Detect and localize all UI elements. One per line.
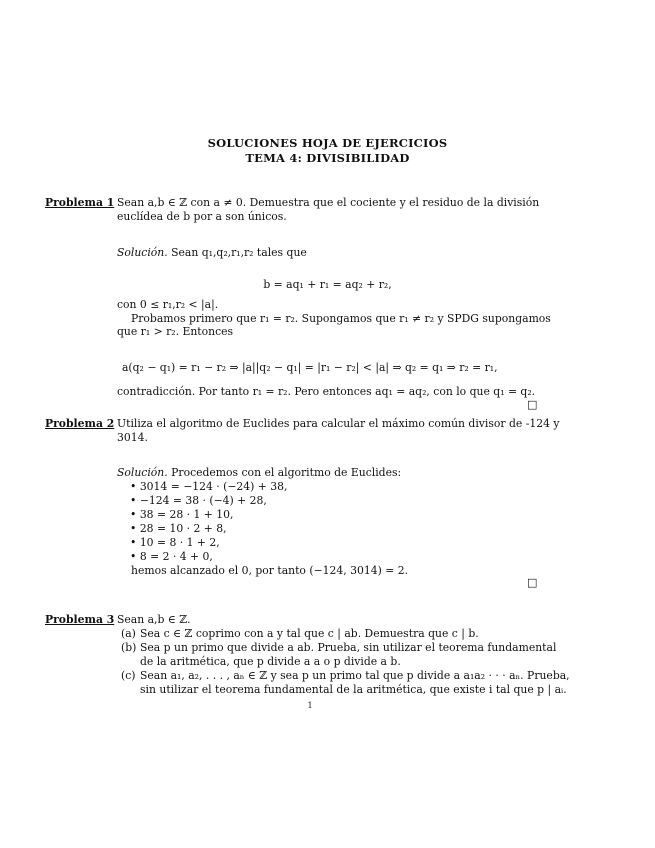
- problem-3-label: Problema 3: [45, 613, 115, 626]
- problem-3-part-c-line2: sin utilizar el teorema fundamental de la aritmética, que existe i tal que p | aᵢ.: [140, 683, 567, 696]
- problem-3-part-a-line1: Sea c ∈ ℤ coprimo con a y tal que c | ab. Demuestra que c | b.: [140, 627, 479, 640]
- page-number: 1: [307, 701, 313, 710]
- problem-3-part-b-tag: (b): [121, 641, 137, 654]
- euclid-step: • −124 = 38 · (−4) + 28,: [130, 494, 267, 507]
- euclid-step: • 3014 = −124 · (−24) + 38,: [130, 480, 288, 493]
- bullet-icon: •: [130, 508, 137, 521]
- problem-3-part-b-line2: de la aritmética, que p divide a a o p divide a b.: [140, 655, 401, 668]
- problem-2-statement-line1: Utiliza el algoritmo de Euclides para calcular el máximo común divisor de -124 y: [117, 417, 560, 430]
- problem-2-statement-line2: 3014.: [117, 431, 148, 444]
- qed-square-icon: □: [527, 398, 538, 411]
- problem-3-part-a-tag: (a): [121, 627, 136, 640]
- problem-3-part-c-tag: (c): [121, 669, 136, 682]
- solution-1-equation: b = aq₁ + r₁ = aq₂ + r₂,: [263, 278, 392, 291]
- problem-1-statement-line2: euclídea de b por a son únicos.: [117, 210, 287, 223]
- euclid-step: • 10 = 8 · 1 + 2,: [130, 536, 220, 549]
- bullet-icon: •: [130, 550, 137, 563]
- solution-label: Solución.: [117, 466, 168, 479]
- solution-1-paragraph-line1: Probamos primero que r₁ = r₂. Supongamos que r₁ ≠ r₂ y SPDG supongamos: [131, 312, 551, 325]
- solution-1-condition: con 0 ≤ r₁,r₂ < |a|.: [117, 298, 219, 311]
- euclid-step: • 8 = 2 · 4 + 0,: [130, 550, 213, 563]
- solution-label: Solución.: [117, 246, 168, 259]
- bullet-icon: •: [130, 494, 137, 507]
- bullet-icon: •: [130, 480, 137, 493]
- qed-square-icon: □: [527, 576, 538, 589]
- document-title-line1: SOLUCIONES HOJA DE EJERCICIOS: [207, 136, 448, 150]
- solution-2-conclusion: hemos alcanzado el 0, por tanto (−124, 3014) = 2.: [131, 564, 408, 577]
- bullet-icon: •: [130, 536, 137, 549]
- solution-1-conclusion: contradicción. Por tanto r₁ = r₂. Pero entonces aq₁ = aq₂, con lo que q₁ = q₂.: [117, 385, 536, 398]
- document-title-line2: TEMA 4: DIVISIBILIDAD: [245, 151, 410, 165]
- solution-1-paragraph-line2: que r₁ > r₂. Entonces: [117, 325, 234, 338]
- euclid-step: • 38 = 28 · 1 + 10,: [130, 508, 234, 521]
- problem-3-intro: Sean a,b ∈ ℤ.: [117, 613, 191, 626]
- solution-2-intro: Solución. Procedemos con el algoritmo de Euclides:: [117, 466, 402, 479]
- euclid-step: • 28 = 10 · 2 + 8,: [130, 522, 227, 535]
- solution-1-intro: Solución. Sean q₁,q₂,r₁,r₂ tales que: [117, 246, 307, 259]
- problem-1-label: Problema 1: [45, 196, 115, 209]
- problem-3-part-c-line1: Sean a₁, a₂, . . . , aₙ ∈ ℤ y sea p un primo tal que p divide a a₁a₂ · · · aₙ. Prueba,: [140, 669, 570, 682]
- solution-1-chain: a(q₂ − q₁) = r₁ − r₂ ⇒ |a||q₂ − q₁| = |r₁ − r₂| < |a| ⇒ q₂ = q₁ ⇒ r₂ = r₁,: [122, 361, 498, 374]
- problem-3-part-b-line1: Sea p un primo que divide a ab. Prueba, sin utilizar el teorema fundamental: [140, 641, 557, 654]
- problem-2-label: Problema 2: [45, 417, 115, 430]
- problem-1-statement-line1: Sean a,b ∈ ℤ con a ≠ 0. Demuestra que el cociente y el residuo de la división: [117, 196, 540, 209]
- bullet-icon: •: [130, 522, 137, 535]
